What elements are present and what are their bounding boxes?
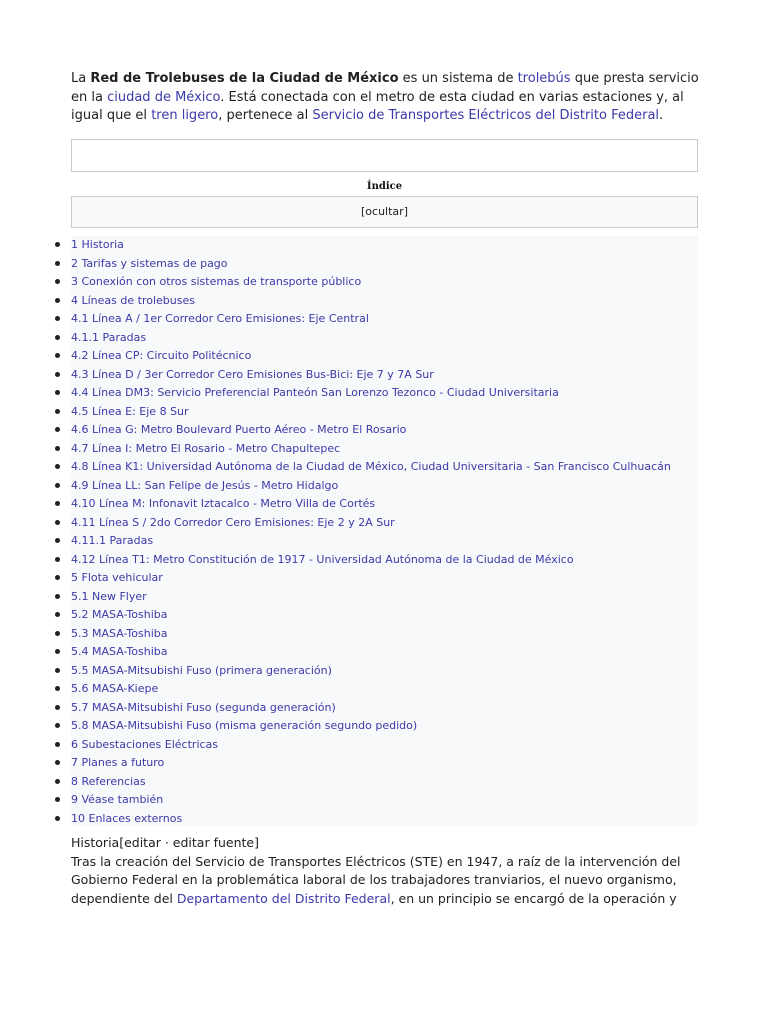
link-departamento-df[interactable]: Departamento del Distrito Federal [176, 890, 391, 906]
intro-text: es un sistema de [398, 71, 518, 86]
toc-item[interactable]: 3 Conexión con otros sistemas de transporte público [71, 273, 698, 292]
toc-item[interactable]: 5.2 MASA-Toshiba [71, 606, 698, 625]
toc-item[interactable]: 4.11.1 Paradas [71, 532, 698, 551]
toc-item[interactable]: 5.1 New Flyer [71, 588, 698, 607]
toc-item[interactable]: 4.11 Línea S / 2do Corredor Cero Emisiones: Eje 2 y 2A Sur [71, 514, 698, 533]
toc-item[interactable]: 4.9 Línea LL: San Felipe de Jesús - Metro Hidalgo [71, 477, 698, 496]
toc-toggle-button[interactable]: [ocultar] [71, 196, 698, 228]
article-title-bold: Red de Trolebuses de la Ciudad de México [90, 71, 399, 86]
link-tren-ligero[interactable]: tren ligero [151, 108, 219, 123]
toc-item[interactable]: 10 Enlaces externos [71, 810, 698, 829]
toc-title: Índice [366, 181, 403, 192]
intro-text: que presta servicio en la [71, 71, 699, 105]
toc-item[interactable]: 8 Referencias [71, 773, 698, 792]
toc-item[interactable]: 4.6 Línea G: Metro Boulevard Puerto Aéreo - Metro El Rosario [71, 421, 698, 440]
intro-text: . Está conectada con el metro de esta ciudad en varias estaciones y, al igual que el [71, 89, 684, 123]
section-text: Tras la creación del Servicio de Transportes Eléctricos (STE) en 1947, a raíz de la intervención del Gobierno Federal en la problemática laboral de los trabajadores tranviarios, el nuevo organismo, dependiente del [71, 853, 681, 906]
toc-item[interactable]: 2 Tarifas y sistemas de pago [71, 255, 698, 274]
section-text: , en un principio se encargó de la operación y [390, 890, 677, 906]
toc-item[interactable]: 5.6 MASA-Kiepe [71, 680, 698, 699]
toc-item[interactable]: 4.3 Línea D / 3er Corredor Cero Emisiones Bus-Bici: Eje 7 y 7A Sur [71, 366, 698, 385]
intro-paragraph [71, 70, 701, 126]
toc-item[interactable]: 4 Líneas de trolebuses [71, 292, 698, 311]
intro-text: La [71, 71, 91, 86]
toc-item[interactable]: 4.4 Línea DM3: Servicio Preferencial Panteón San Lorenzo Tezonco - Ciudad Universitaria [71, 384, 698, 403]
toc-item[interactable]: 6 Subestaciones Eléctricas [71, 736, 698, 755]
intro-text: . [659, 108, 664, 123]
toc-item[interactable]: 5.5 MASA-Mitsubishi Fuso (primera generación) [71, 662, 698, 681]
toc-item[interactable]: 4.7 Línea I: Metro El Rosario - Metro Chapultepec [71, 440, 698, 459]
intro-text: , pertenece al [218, 108, 313, 123]
toc-item[interactable]: 4.10 Línea M: Infonavit Iztacalco - Metro Villa de Cortés [71, 495, 698, 514]
toc-item[interactable]: 5.7 MASA-Mitsubishi Fuso (segunda generación) [71, 699, 698, 718]
toc-item[interactable]: 9 Véase también [71, 791, 698, 810]
toc-item[interactable]: 5.3 MASA-Toshiba [71, 625, 698, 644]
empty-info-box [71, 139, 698, 172]
toc-item[interactable]: 7 Planes a futuro [71, 754, 698, 773]
toc-item[interactable]: 4.8 Línea K1: Universidad Autónoma de la Ciudad de México, Ciudad Universitaria - San Francisco Culhuacán [71, 458, 698, 477]
toc-item[interactable]: 4.1.1 Paradas [71, 329, 698, 348]
toc-list [71, 236, 698, 826]
toc-item[interactable]: 5.4 MASA-Toshiba [71, 643, 698, 662]
toc-item[interactable]: 4.1 Línea A / 1er Corredor Cero Emisiones: Eje Central [71, 310, 698, 329]
link-trolebus[interactable]: trolebús [517, 71, 571, 86]
toc-item[interactable]: 1 Historia [71, 236, 698, 255]
toc-item[interactable]: 5.8 MASA-Mitsubishi Fuso (misma generación segundo pedido) [71, 717, 698, 736]
section-heading-historia: Historia[editar · editar fuente] [71, 835, 259, 850]
toc-item[interactable]: 4.2 Línea CP: Circuito Politécnico [71, 347, 698, 366]
link-ciudad-de-mexico[interactable]: ciudad de México [107, 89, 221, 105]
historia-section [71, 834, 701, 908]
link-ste[interactable]: Servicio de Transportes Eléctricos del Distrito Federal [312, 108, 660, 123]
toc-item[interactable]: 5 Flota vehicular [71, 569, 698, 588]
toc-item[interactable]: 4.12 Línea T1: Metro Constitución de 1917 - Universidad Autónoma de la Ciudad de México [71, 551, 698, 570]
toc-item[interactable]: 4.5 Línea E: Eje 8 Sur [71, 403, 698, 422]
